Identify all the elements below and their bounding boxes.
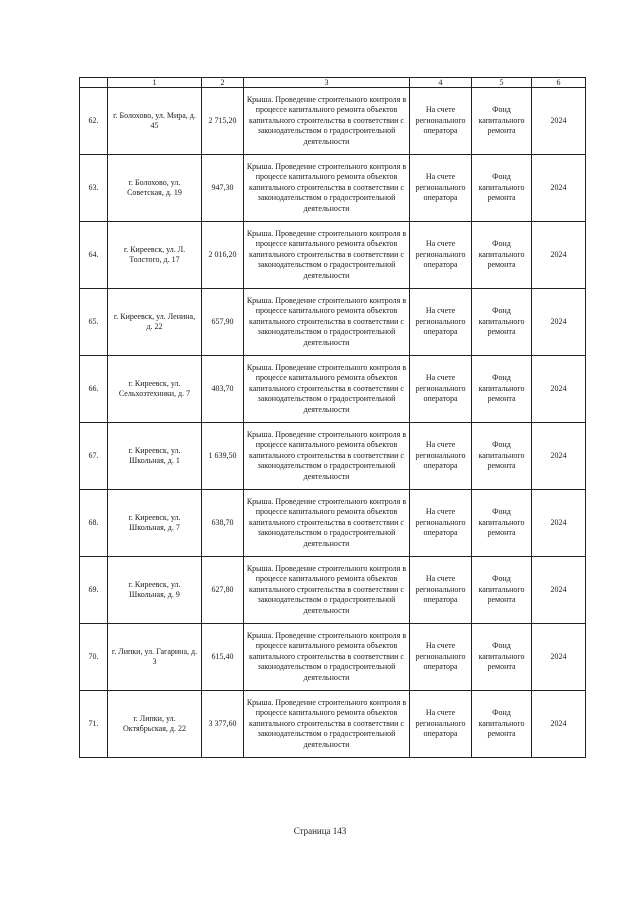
work-description-cell: Крыша. Проведение строительного контроля в процессе капитального ремонта объектов капитального строительства в соответствии с законодательством о градостроительной деятельности xyxy=(244,88,410,155)
address-cell: г. Липки, ул. Гагарина, д. 3 xyxy=(108,624,202,691)
address-cell: г. Киреевск, ул. Л. Толстого, д. 17 xyxy=(108,222,202,289)
row-number: 70. xyxy=(80,624,108,691)
year-cell: 2024 xyxy=(532,423,586,490)
account-cell: На счете регионального оператора xyxy=(410,356,472,423)
account-cell: На счете регионального оператора xyxy=(410,624,472,691)
work-description-cell: Крыша. Проведение строительного контроля в процессе капитального ремонта объектов капитального строительства в соответствии с законодательством о градостроительной деятельности xyxy=(244,624,410,691)
header-col-4: 4 xyxy=(410,78,472,88)
account-cell: На счете регионального оператора xyxy=(410,289,472,356)
account-cell: На счете регионального оператора xyxy=(410,222,472,289)
funding-source-cell: Фонд капитального ремонта xyxy=(472,155,532,222)
area-cell: 1 639,50 xyxy=(202,423,244,490)
header-col-2: 2 xyxy=(202,78,244,88)
year-cell: 2024 xyxy=(532,289,586,356)
funding-source-cell: Фонд капитального ремонта xyxy=(472,88,532,155)
area-cell: 3 377,60 xyxy=(202,691,244,758)
funding-source-cell: Фонд капитального ремонта xyxy=(472,490,532,557)
row-number: 63. xyxy=(80,155,108,222)
work-description-cell: Крыша. Проведение строительного контроля в процессе капитального ремонта объектов капитального строительства в соответствии с законодательством о градостроительной деятельности xyxy=(244,423,410,490)
header-number-blank xyxy=(80,78,108,88)
funding-source-cell: Фонд капитального ремонта xyxy=(472,691,532,758)
table-row xyxy=(80,423,586,490)
row-number: 67. xyxy=(80,423,108,490)
page-number: Страница 143 xyxy=(293,826,347,836)
account-cell: На счете регионального оператора xyxy=(410,88,472,155)
header-col-1: 1 xyxy=(108,78,202,88)
header-col-6: 6 xyxy=(532,78,586,88)
address-cell: г. Киреевск, ул. Школьная, д. 7 xyxy=(108,490,202,557)
funding-source-cell: Фонд капитального ремонта xyxy=(472,289,532,356)
table-row xyxy=(80,624,586,691)
year-cell: 2024 xyxy=(532,691,586,758)
address-cell: г. Киреевск, ул. Школьная, д. 9 xyxy=(108,557,202,624)
table-row xyxy=(80,557,586,624)
row-number: 64. xyxy=(80,222,108,289)
area-cell: 947,30 xyxy=(202,155,244,222)
area-cell: 657,90 xyxy=(202,289,244,356)
row-number: 62. xyxy=(80,88,108,155)
table-row xyxy=(80,222,586,289)
work-description-cell: Крыша. Проведение строительного контроля в процессе капитального ремонта объектов капитального строительства в соответствии с законодательством о градостроительной деятельности xyxy=(244,356,410,423)
funding-source-cell: Фонд капитального ремонта xyxy=(472,557,532,624)
area-cell: 2 016,20 xyxy=(202,222,244,289)
address-cell: г. Киреевск, ул. Сельхозтехники, д. 7 xyxy=(108,356,202,423)
area-cell: 403,70 xyxy=(202,356,244,423)
year-cell: 2024 xyxy=(532,155,586,222)
row-number: 65. xyxy=(80,289,108,356)
capital-repair-table xyxy=(79,77,586,758)
row-number: 71. xyxy=(80,691,108,758)
funding-source-cell: Фонд капитального ремонта xyxy=(472,356,532,423)
funding-source-cell: Фонд капитального ремонта xyxy=(472,624,532,691)
row-number: 68. xyxy=(80,490,108,557)
year-cell: 2024 xyxy=(532,222,586,289)
row-number: 66. xyxy=(80,356,108,423)
area-cell: 2 715,20 xyxy=(202,88,244,155)
account-cell: На счете регионального оператора xyxy=(410,490,472,557)
header-col-3: 3 xyxy=(244,78,410,88)
work-description-cell: Крыша. Проведение строительного контроля в процессе капитального ремонта объектов капитального строительства в соответствии с законодательством о градостроительной деятельности xyxy=(244,490,410,557)
account-cell: На счете регионального оператора xyxy=(410,423,472,490)
row-number: 69. xyxy=(80,557,108,624)
funding-source-cell: Фонд капитального ремонта xyxy=(472,423,532,490)
account-cell: На счете регионального оператора xyxy=(410,691,472,758)
area-cell: 615,40 xyxy=(202,624,244,691)
table-row xyxy=(80,155,586,222)
table-row xyxy=(80,356,586,423)
address-cell: г. Болохово, ул. Мира, д. 45 xyxy=(108,88,202,155)
area-cell: 627,80 xyxy=(202,557,244,624)
work-description-cell: Крыша. Проведение строительного контроля в процессе капитального ремонта объектов капитального строительства в соответствии с законодательством о градостроительной деятельности xyxy=(244,557,410,624)
year-cell: 2024 xyxy=(532,624,586,691)
year-cell: 2024 xyxy=(532,356,586,423)
table-row xyxy=(80,289,586,356)
table-row xyxy=(80,691,586,758)
funding-source-cell: Фонд капитального ремонта xyxy=(472,222,532,289)
table-row xyxy=(80,490,586,557)
year-cell: 2024 xyxy=(532,88,586,155)
account-cell: На счете регионального оператора xyxy=(410,557,472,624)
address-cell: г. Липки, ул. Октябрьская, д. 22 xyxy=(108,691,202,758)
area-cell: 638,70 xyxy=(202,490,244,557)
work-description-cell: Крыша. Проведение строительного контроля в процессе капитального ремонта объектов капитального строительства в соответствии с законодательством о градостроительной деятельности xyxy=(244,155,410,222)
table-row xyxy=(80,88,586,155)
work-description-cell: Крыша. Проведение строительного контроля в процессе капитального ремонта объектов капитального строительства в соответствии с законодательством о градостроительной деятельности xyxy=(244,289,410,356)
year-cell: 2024 xyxy=(532,557,586,624)
address-cell: г. Киреевск, ул. Ленина, д. 22 xyxy=(108,289,202,356)
account-cell: На счете регионального оператора xyxy=(410,155,472,222)
work-description-cell: Крыша. Проведение строительного контроля в процессе капитального ремонта объектов капитального строительства в соответствии с законодательством о градостроительной деятельности xyxy=(244,222,410,289)
address-cell: г. Болохово, ул. Советская, д. 19 xyxy=(108,155,202,222)
work-description-cell: Крыша. Проведение строительного контроля в процессе капитального ремонта объектов капитального строительства в соответствии с законодательством о градостроительной деятельности xyxy=(244,691,410,758)
column-number-row xyxy=(80,78,586,88)
year-cell: 2024 xyxy=(532,490,586,557)
address-cell: г. Киреевск, ул. Школьная, д. 1 xyxy=(108,423,202,490)
header-col-5: 5 xyxy=(472,78,532,88)
